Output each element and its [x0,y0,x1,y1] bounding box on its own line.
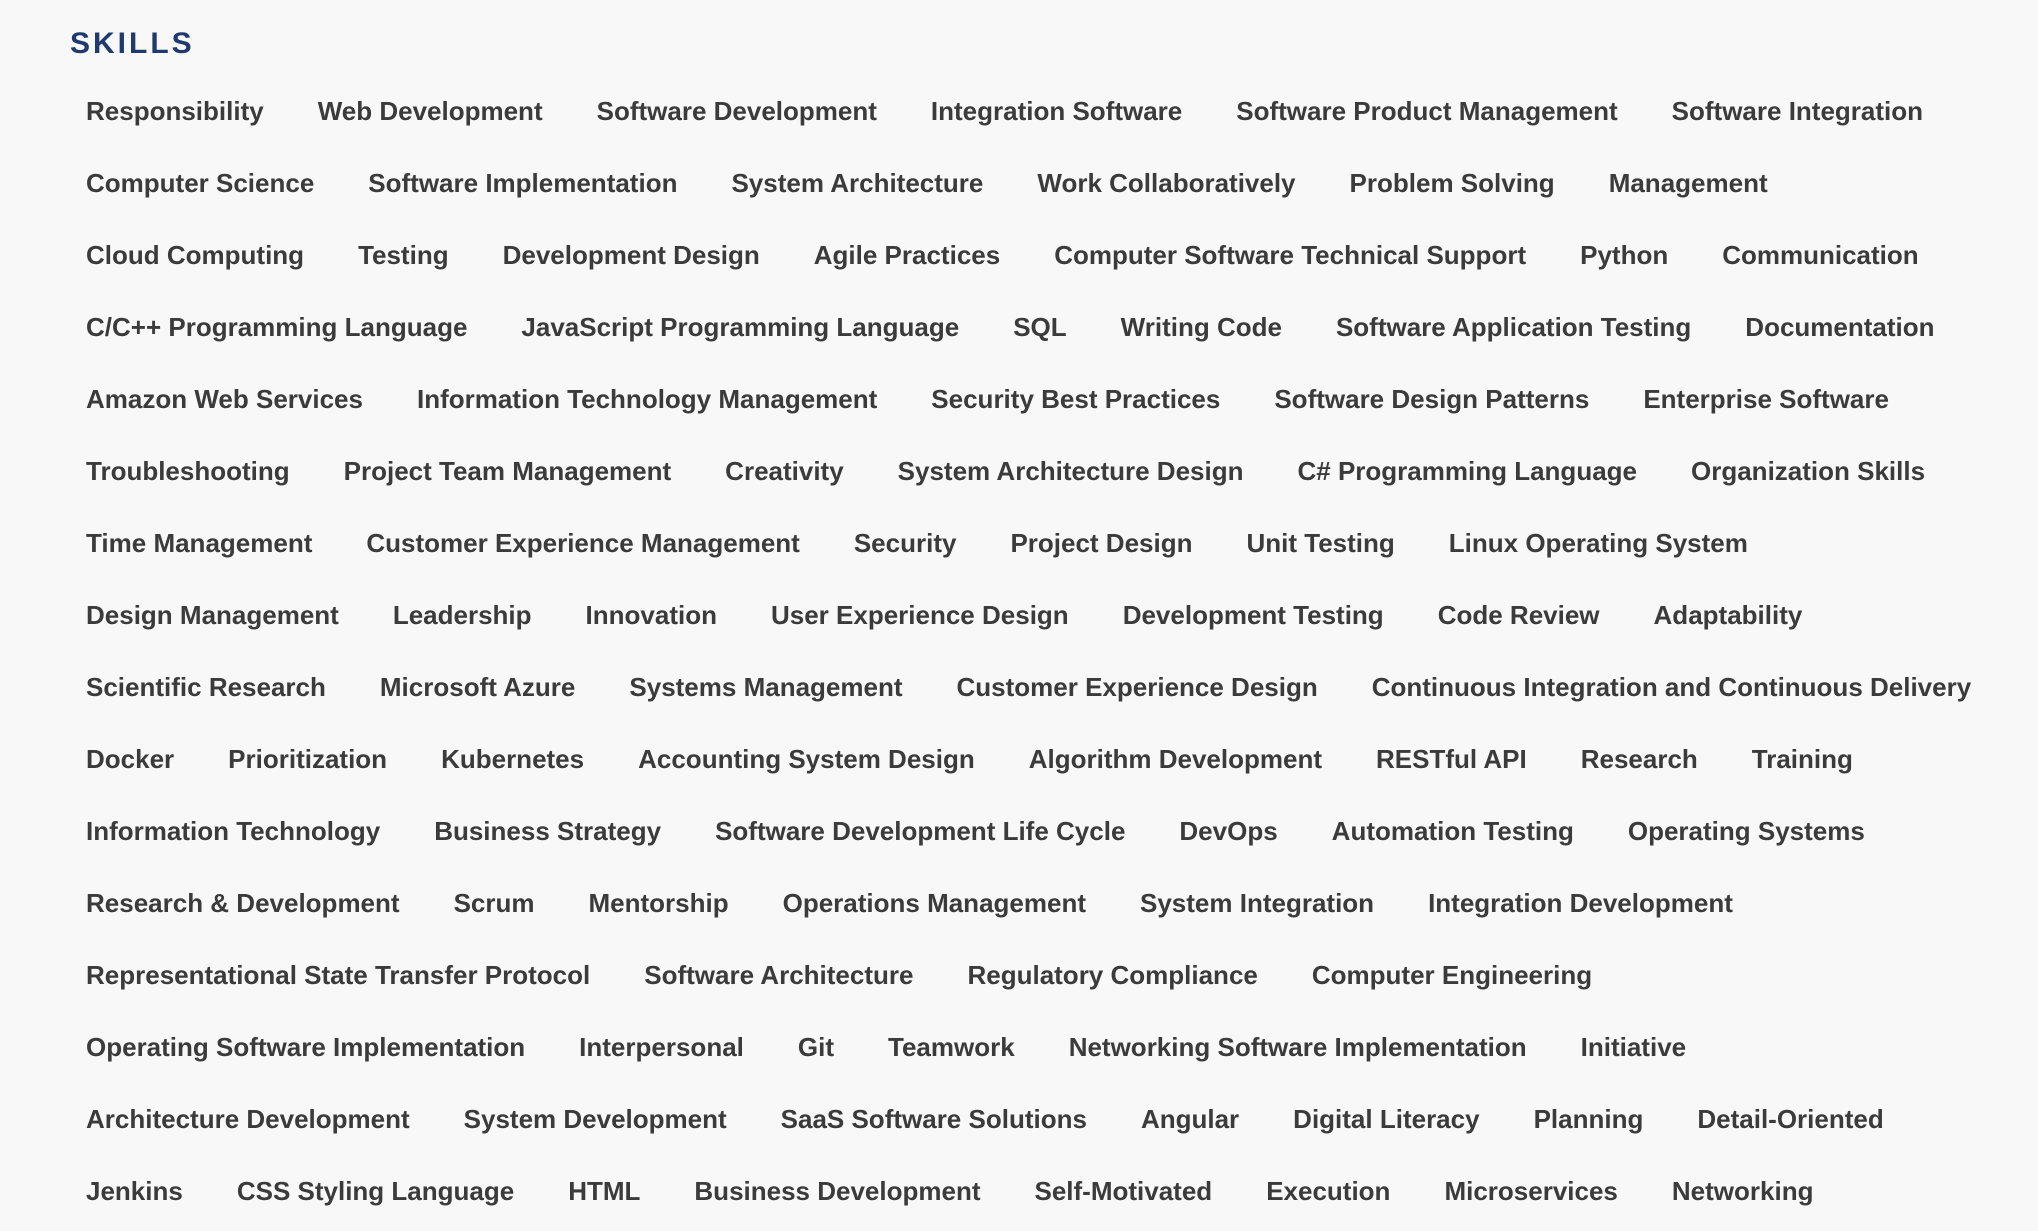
skill-tag: SaaS Software Solutions [780,1104,1087,1134]
skill-tag: Self-Motivated [1034,1176,1213,1206]
skill-tag: Development Testing [1122,600,1384,630]
skill-tag: Computer Science [86,168,315,198]
skill-tag: Software Product Management [1236,96,1618,126]
skill-tag: Angular [1140,1104,1240,1134]
skill-tag: Software Application Testing [1335,312,1692,342]
skill-tag: Operating Systems [1627,816,1865,846]
skill-tag: Responsibility [86,96,264,126]
skill-tag: Creativity [725,456,844,486]
skill-tag: Information Technology Management [416,384,878,414]
skills-section [70,26,2020,1231]
skill-tag: Organization Skills [1691,456,1926,486]
skills-heading: SKILLS [70,27,195,60]
skill-tag: Enterprise Software [1643,384,1889,414]
skill-tag: Integration Development [1428,888,1733,918]
skill-tag: CSS Styling Language [236,1176,515,1206]
skill-tag: Time Management [86,528,313,558]
skill-tag: Testing [358,240,449,270]
skill-tag: Writing Code [1120,312,1282,342]
skill-tag: Kubernetes [441,744,585,774]
skill-tag: Detail-Oriented [1697,1104,1884,1134]
skill-tag: Systems Management [629,672,903,702]
skill-tag: Representational State Transfer Protocol [86,960,591,990]
skill-tag: Digital Literacy [1293,1104,1480,1134]
skill-tag: Planning [1533,1104,1644,1134]
skill-tag: Software Implementation [368,168,678,198]
skill-tag: System Architecture Design [897,456,1244,486]
skill-tag: Software Integration [1671,96,1924,126]
skill-tag: Git [797,1032,834,1062]
skill-tag: Communication [1722,240,1919,270]
skills-list [70,79,2020,1231]
skill-tag: Project Design [1010,528,1193,558]
skill-tag: Problem Solving [1349,168,1555,198]
skill-tag: Scrum [453,888,535,918]
skill-tag: System Architecture [731,168,984,198]
skill-tag: Automation Testing [1331,816,1574,846]
skill-tag: Networking Software Implementation [1068,1032,1527,1062]
skill-tag: Work Collaboratively [1037,168,1296,198]
skill-tag: C/C++ Programming Language [86,312,468,342]
skill-tag: Jenkins [86,1176,183,1206]
skill-tag: Operations Management [782,888,1086,918]
skill-tag: Software Design Patterns [1274,384,1590,414]
skill-tag: Unit Testing [1246,528,1395,558]
skill-tag: User Experience Design [770,600,1069,630]
skill-tag: Computer Engineering [1311,960,1593,990]
skill-tag: Business Strategy [434,816,662,846]
skill-tag: SQL [1013,312,1067,342]
skill-tag: JavaScript Programming Language [521,312,960,342]
skill-tag: RESTful API [1375,744,1527,774]
skill-tag: Agile Practices [813,240,1001,270]
skill-tag: Cloud Computing [86,240,305,270]
skill-tag: Project Team Management [343,456,672,486]
skill-tag: Code Review [1437,600,1600,630]
skill-tag: HTML [568,1176,641,1206]
skill-tag: Leadership [392,600,532,630]
skill-tag: System Development [463,1104,727,1134]
skill-tag: Development Design [502,240,760,270]
skill-tag: Microsoft Azure [379,672,576,702]
skill-tag: System Integration [1140,888,1375,918]
skill-tag: Microservices [1444,1176,1618,1206]
skill-tag: Interpersonal [579,1032,744,1062]
skill-tag: Computer Software Technical Support [1054,240,1527,270]
skill-tag: Regulatory Compliance [967,960,1258,990]
skill-tag: Business Development [694,1176,981,1206]
skill-tag: Teamwork [888,1032,1015,1062]
skill-tag: Python [1580,240,1669,270]
skill-tag: Networking [1671,1176,1814,1206]
skill-tag: Integration Software [930,96,1183,126]
skill-tag: Architecture Development [86,1104,410,1134]
skill-tag: Research & Development [86,888,400,918]
skill-tag: DevOps [1179,816,1278,846]
skill-tag: Software Development Life Cycle [715,816,1126,846]
skill-tag: Linux Operating System [1448,528,1748,558]
skill-tag: C# Programming Language [1297,456,1637,486]
skill-tag: Amazon Web Services [86,384,363,414]
skill-tag: Documentation [1745,312,1935,342]
skill-tag: Training [1751,744,1853,774]
skill-tag: Mentorship [588,888,729,918]
skill-tag: Algorithm Development [1028,744,1322,774]
skill-tag: Initiative [1580,1032,1687,1062]
skill-tag: Security Best Practices [931,384,1221,414]
skill-tag: Customer Experience Design [956,672,1318,702]
skill-tag: Software Development [596,96,877,126]
skill-tag: Prioritization [228,744,388,774]
skill-tag: Management [1608,168,1768,198]
skill-tag: Scientific Research [86,672,326,702]
skill-tag: Web Development [317,96,543,126]
skill-tag: Customer Experience Management [366,528,800,558]
skill-tag: Security [853,528,957,558]
skill-tag: Accounting System Design [638,744,975,774]
skill-tag: Execution [1266,1176,1391,1206]
skill-tag: Troubleshooting [86,456,290,486]
skill-tag: Information Technology [86,816,381,846]
skill-tag: Operating Software Implementation [86,1032,526,1062]
skill-tag: Innovation [585,600,717,630]
skill-tag: Software Architecture [644,960,914,990]
skill-tag: Docker [86,744,175,774]
skill-tag: Continuous Integration and Continuous Delivery [1371,672,1972,702]
skill-tag: Adaptability [1653,600,1803,630]
skill-tag: Research [1580,744,1698,774]
skill-tag: Design Management [86,600,339,630]
